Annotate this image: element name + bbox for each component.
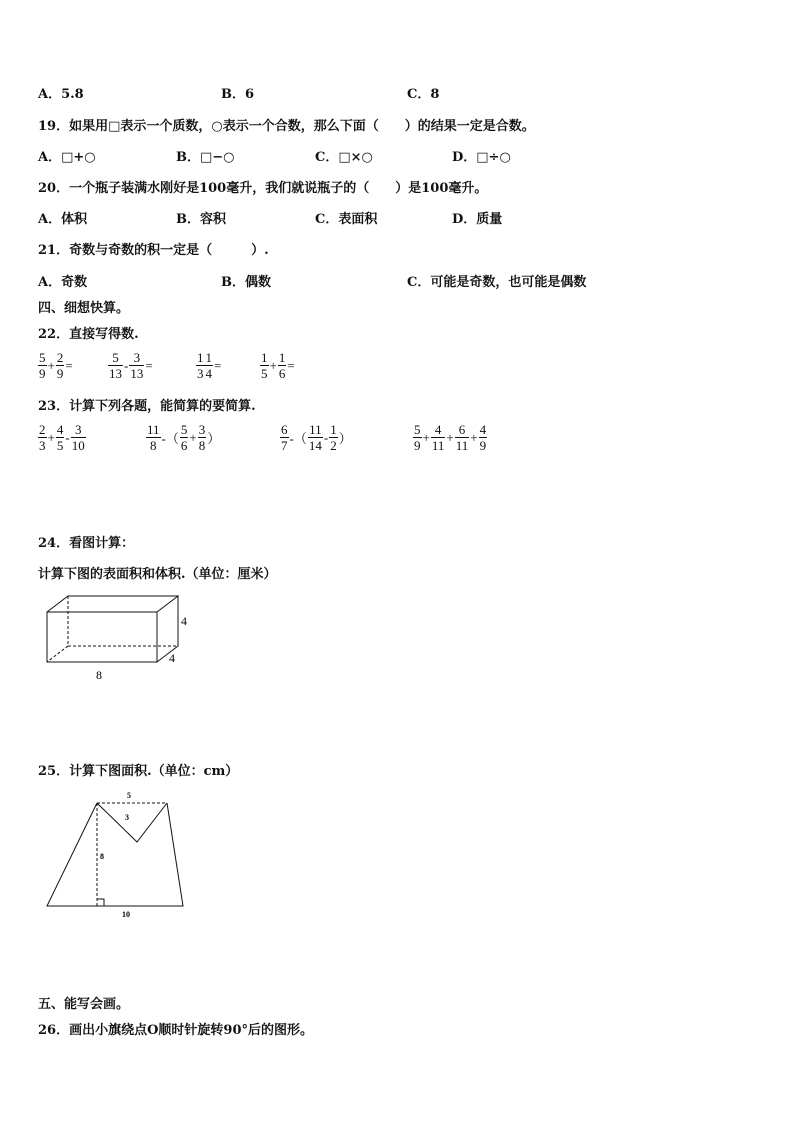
notch-depth-label: 3 bbox=[125, 813, 129, 822]
q26-stem: 26．画出小旗绕点O顺时针旋转90°后的图形。 bbox=[38, 1023, 314, 1038]
right-angle-mark bbox=[97, 899, 104, 906]
numerator: 3 bbox=[71, 422, 86, 438]
operator: ） bbox=[207, 431, 221, 446]
numerator: 5 bbox=[39, 350, 46, 365]
numerator: 6 bbox=[281, 422, 288, 437]
fraction bbox=[196, 350, 205, 381]
operator: -（ bbox=[161, 431, 179, 446]
denominator: 9 bbox=[479, 438, 487, 453]
denominator: 5 bbox=[261, 366, 268, 381]
operator: = bbox=[214, 357, 222, 373]
fraction bbox=[56, 350, 65, 381]
denominator: 3 bbox=[197, 366, 204, 381]
q21-option-b: B．偶数 bbox=[221, 275, 271, 290]
cuboid-front-face bbox=[47, 612, 157, 662]
fraction bbox=[71, 422, 86, 453]
operator: ） bbox=[338, 431, 352, 446]
numerator: 3 bbox=[198, 422, 206, 437]
denominator: 7 bbox=[281, 438, 288, 453]
numerator: 6 bbox=[455, 422, 470, 438]
q23-expr-3 bbox=[280, 422, 353, 453]
q20-option-a: A．体积 bbox=[38, 212, 88, 227]
q18-option-c: C．8 bbox=[407, 87, 440, 102]
q19-option-b: B．□−○ bbox=[176, 150, 235, 165]
cuboid-top-face bbox=[47, 596, 178, 612]
denominator: 14 bbox=[308, 438, 322, 453]
fraction bbox=[198, 422, 207, 453]
q25-stem: 25．计算下图面积.（单位：cm） bbox=[38, 764, 239, 779]
denominator: 8 bbox=[198, 438, 206, 453]
fraction bbox=[205, 350, 214, 381]
q23-expr-2 bbox=[146, 422, 221, 453]
numerator: 5 bbox=[180, 422, 188, 437]
operator: = bbox=[65, 357, 73, 373]
operator: + bbox=[470, 429, 478, 445]
numerator: 5 bbox=[414, 422, 421, 437]
denominator: 9 bbox=[56, 366, 64, 381]
numerator: 3 bbox=[129, 350, 144, 366]
numerator: 1 bbox=[261, 350, 268, 365]
denominator: 9 bbox=[39, 366, 46, 381]
numerator: 1 bbox=[278, 350, 286, 365]
denominator: 10 bbox=[71, 438, 85, 453]
q20-option-b: B．容积 bbox=[176, 212, 226, 227]
q22-expr-3 bbox=[196, 350, 222, 381]
cuboid-length-label: 8 bbox=[96, 668, 102, 682]
operator: - bbox=[323, 429, 329, 445]
fraction bbox=[278, 350, 287, 381]
height-label: 8 bbox=[100, 852, 104, 861]
denominator: 11 bbox=[455, 438, 469, 453]
fraction bbox=[479, 422, 488, 453]
q23-expr-1 bbox=[38, 422, 86, 453]
denominator: 2 bbox=[330, 438, 337, 453]
q24-stem: 24．看图计算： bbox=[38, 536, 135, 551]
q22-stem: 22．直接写得数. bbox=[38, 327, 139, 342]
q19-stem: 19．如果用□表示一个质数，○表示一个合数，那么下面（ ）的结果一定是合数。 bbox=[38, 119, 535, 134]
q21-option-a: A．奇数 bbox=[38, 275, 88, 290]
q23-expr-4 bbox=[413, 422, 487, 453]
q24-subtitle: 计算下图的表面积和体积.（单位：厘米） bbox=[38, 567, 277, 582]
q19-option-a: A．□+○ bbox=[38, 150, 96, 165]
q20-stem: 20．一个瓶子装满水刚好是100毫升，我们就说瓶子的（ ）是100毫升。 bbox=[38, 181, 488, 196]
denominator: 6 bbox=[180, 438, 188, 453]
cuboid-width-label: 4 bbox=[169, 651, 175, 665]
top-base-label: 5 bbox=[127, 791, 131, 800]
denominator: 13 bbox=[130, 366, 144, 381]
bottom-base-label: 10 bbox=[122, 910, 130, 919]
operator: -（ bbox=[289, 431, 307, 446]
fraction bbox=[455, 422, 470, 453]
q20-option-d: D．质量 bbox=[452, 212, 503, 227]
fraction bbox=[329, 422, 338, 453]
fraction bbox=[431, 422, 446, 453]
fraction bbox=[146, 422, 161, 453]
fraction bbox=[108, 350, 123, 381]
numerator: 1 bbox=[330, 422, 337, 437]
q21-option-c: C．可能是奇数，也可能是偶数 bbox=[407, 275, 587, 290]
operator: + bbox=[47, 357, 55, 373]
fraction bbox=[56, 422, 65, 453]
q22-expr-1 bbox=[38, 350, 74, 381]
fraction bbox=[38, 350, 47, 381]
operator: + bbox=[422, 429, 430, 445]
numerator: 4 bbox=[479, 422, 487, 437]
numerator: 2 bbox=[39, 422, 46, 437]
numerator: 5 bbox=[108, 350, 123, 366]
q20-option-c: C．表面积 bbox=[315, 212, 378, 227]
cuboid-figure bbox=[40, 590, 200, 682]
numerator: 11 bbox=[147, 422, 160, 437]
q22-expr-2 bbox=[108, 350, 154, 381]
numerator: 1 bbox=[205, 350, 212, 365]
denominator: 6 bbox=[278, 366, 286, 381]
q19-option-d: D．□÷○ bbox=[452, 150, 511, 165]
fraction bbox=[38, 422, 47, 453]
section-4-title: 四、细想快算。 bbox=[38, 301, 130, 316]
operator: + bbox=[189, 429, 197, 445]
numerator: 11 bbox=[309, 422, 322, 437]
trapezoid-figure bbox=[40, 785, 190, 920]
denominator: 11 bbox=[431, 438, 445, 453]
q22-expr-4 bbox=[260, 350, 296, 381]
cuboid-hidden-edges bbox=[47, 596, 178, 662]
q21-stem: 21．奇数与奇数的积一定是（ ）. bbox=[38, 243, 269, 258]
operator: = bbox=[287, 357, 295, 373]
fraction bbox=[280, 422, 289, 453]
q18-option-b: B．6 bbox=[221, 87, 255, 102]
fraction bbox=[180, 422, 189, 453]
denominator: 9 bbox=[414, 438, 421, 453]
operator: + bbox=[446, 429, 454, 445]
denominator: 5 bbox=[56, 438, 64, 453]
numerator: 1 bbox=[197, 350, 204, 365]
q23-stem: 23．计算下列各题，能简算的要简算. bbox=[38, 399, 256, 414]
numerator: 4 bbox=[431, 422, 446, 438]
numerator: 4 bbox=[56, 422, 64, 437]
operator: = bbox=[145, 357, 153, 373]
numerator: 2 bbox=[56, 350, 64, 365]
operator: + bbox=[269, 357, 277, 373]
denominator: 13 bbox=[109, 366, 122, 381]
denominator: 3 bbox=[39, 438, 46, 453]
denominator: 8 bbox=[150, 438, 157, 453]
section-5-title: 五、能写会画。 bbox=[38, 997, 130, 1012]
cuboid-height-label: 4 bbox=[181, 614, 187, 628]
fraction bbox=[260, 350, 269, 381]
q18-option-a: A．5.8 bbox=[38, 87, 84, 102]
trapezoid-outline bbox=[47, 803, 183, 906]
fraction bbox=[129, 350, 144, 381]
triangle-notch bbox=[97, 803, 167, 842]
fraction bbox=[413, 422, 422, 453]
operator: + bbox=[47, 429, 55, 445]
q19-option-c: C．□×○ bbox=[315, 150, 373, 165]
fraction bbox=[308, 422, 323, 453]
operator: - bbox=[65, 429, 70, 445]
denominator: 4 bbox=[205, 366, 212, 381]
operator: - bbox=[124, 357, 129, 373]
